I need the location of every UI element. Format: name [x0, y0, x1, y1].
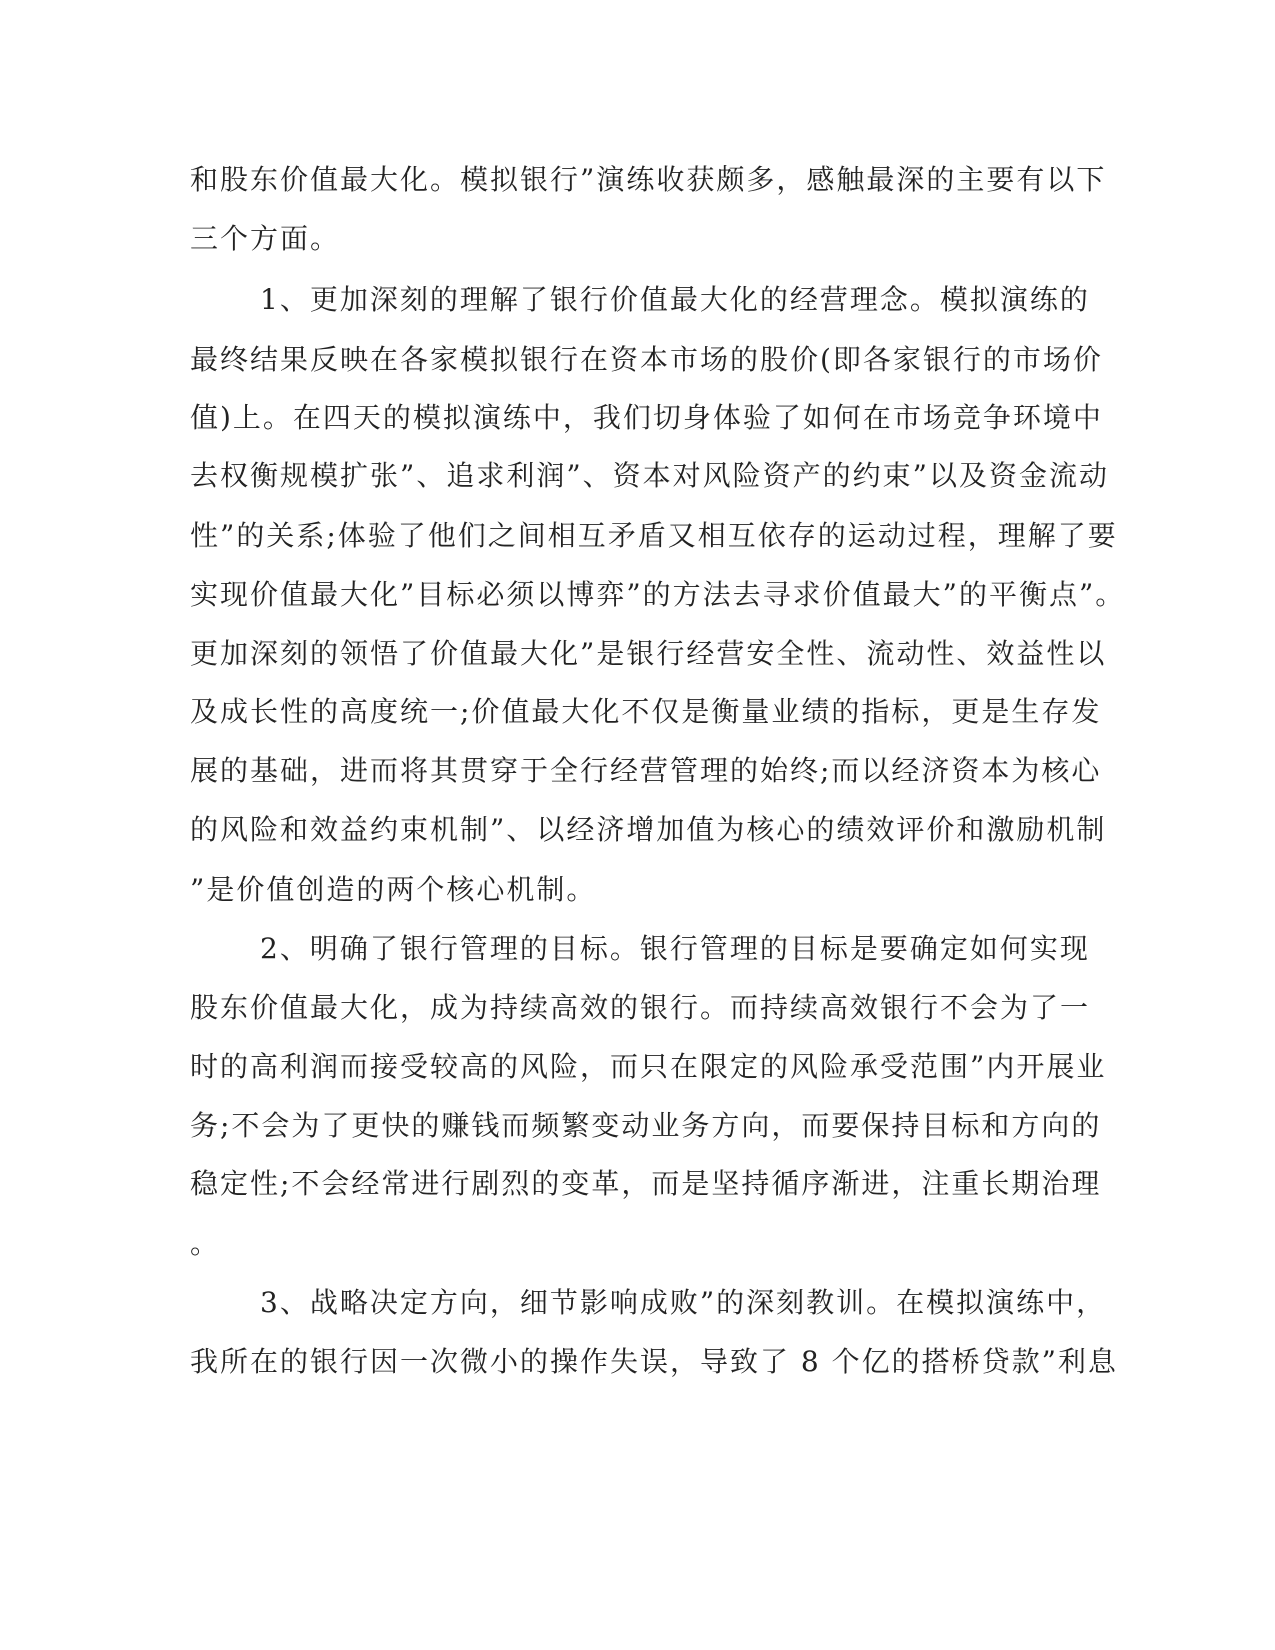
text-line: 展的基础，进而将其贯穿于全行经营管理的始终;而以经济资本为核心: [190, 754, 1102, 787]
text-line: 时的高利润而接受较高的风险，而只在限定的风险承受范围”内开展业: [190, 1050, 1107, 1083]
text-line: 和股东价值最大化。模拟银行”演练收获颇多，感触最深的主要有以下: [190, 163, 1107, 196]
text-line: 去权衡规模扩张”、追求利润”、资本对风险资产的约束”以及资金流动: [190, 459, 1109, 492]
text-line: 3、战略决定方向，细节影响成败”的深刻教训。在模拟演练中，: [260, 1286, 1107, 1319]
text-line: 。: [190, 1227, 221, 1260]
text-line: 1、更加深刻的理解了银行价值最大化的经营理念。模拟演练的: [260, 283, 1090, 316]
text-line: ”是价值创造的两个核心机制。: [190, 873, 597, 906]
text-line: 更加深刻的领悟了价值最大化”是银行经营安全性、流动性、效益性以: [190, 637, 1107, 670]
text-line: 2、明确了银行管理的目标。银行管理的目标是要确定如何实现: [260, 932, 1090, 965]
text-line: 性”的关系;体验了他们之间相互矛盾又相互依存的运动过程，理解了要: [190, 519, 1118, 552]
text-line: 稳定性;不会经常进行剧烈的变革，而是坚持循序渐进，注重长期治理: [190, 1167, 1102, 1200]
text-line: 实现价值最大化”目标必须以博弈”的方法去寻求价值最大”的平衡点”。: [190, 578, 1126, 611]
text-line: 的风险和效益约束机制”、以经济增加值为核心的绩效评价和激励机制: [190, 813, 1107, 846]
text-line: 股东价值最大化，成为持续高效的银行。而持续高效银行不会为了一: [190, 991, 1091, 1024]
text-line: 我所在的银行因一次微小的操作失误，导致了 8 个亿的搭桥贷款”利息: [190, 1345, 1118, 1378]
text-line: 及成长性的高度统一;价值最大化不仅是衡量业绩的指标，更是生存发: [190, 695, 1102, 728]
text-line: 务;不会为了更快的赚钱而频繁变动业务方向，而要保持目标和方向的: [190, 1109, 1102, 1142]
text-line: 值)上。在四天的模拟演练中，我们切身体验了如何在市场竞争环境中: [190, 401, 1103, 434]
text-line: 三个方面。: [190, 222, 341, 255]
text-line: 最终结果反映在各家模拟银行在资本市场的股价(即各家银行的市场价: [190, 343, 1103, 376]
